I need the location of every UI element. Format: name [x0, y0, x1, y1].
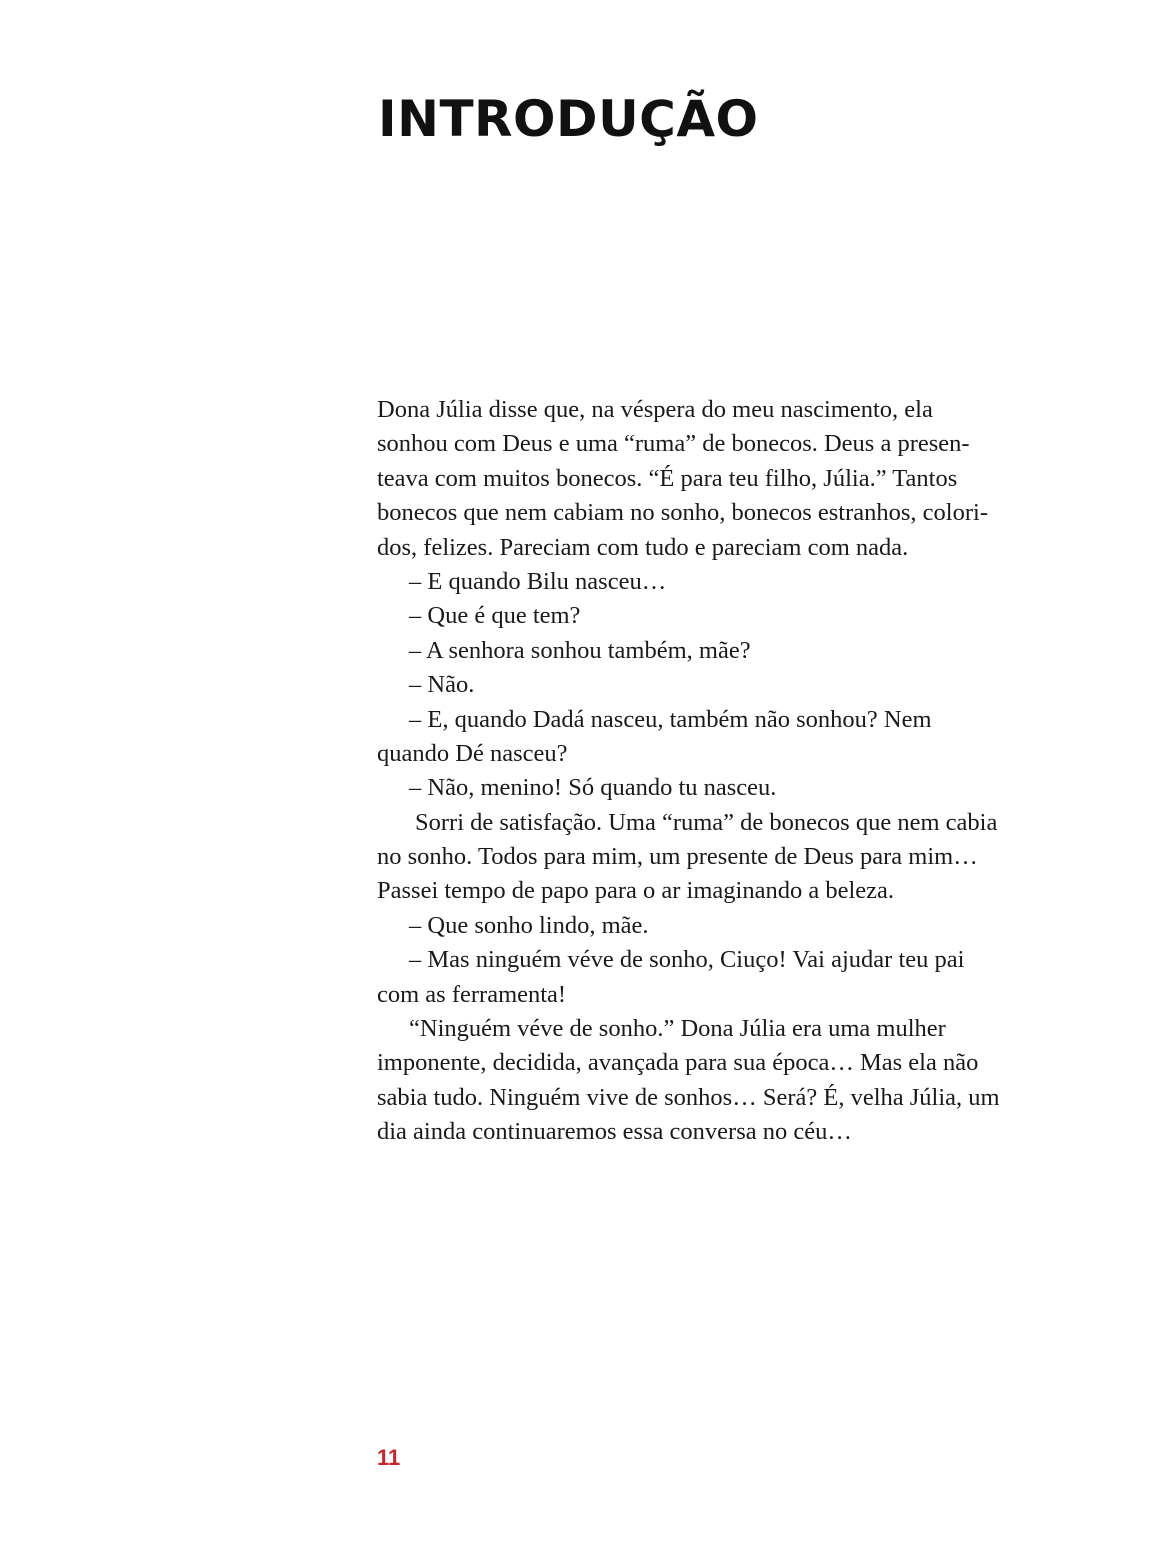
dialogue-line: – Que sonho lindo, mãe. [409, 911, 649, 939]
body-text [377, 393, 1037, 1150]
text-line: sonhou com Deus e uma “ruma” de bonecos. Deus a presen- [377, 430, 970, 458]
text-line: com as ferramenta! [377, 980, 567, 1008]
text-line: dos, felizes. Pareciam com tudo e pareciam com nada. [377, 533, 909, 561]
dialogue-line: – Mas ninguém véve de sonho, Ciuço! Vai ajudar teu pai [409, 946, 965, 974]
text-line: imponente, decidida, avançada para sua época… Mas ela não [377, 1049, 979, 1077]
page-number: 11 [377, 1445, 401, 1470]
dialogue-line: – E, quando Dadá nasceu, também não sonhou? Nem [409, 705, 932, 733]
dialogue-line: – E quando Bilu nasceu… [409, 567, 667, 595]
paragraph-start-line: Sorri de satisfação. Uma “ruma” de bonecos que nem cabia [415, 808, 998, 836]
dialogue-line: – Não. [409, 671, 475, 699]
dialogue-line: – A senhora sonhou também, mãe? [409, 636, 751, 664]
page-title: INTRODUÇÃO [378, 90, 759, 148]
text-line: dia ainda continuaremos essa conversa no céu… [377, 1118, 852, 1146]
dialogue-line: – Que é que tem? [409, 602, 581, 630]
text-line: Dona Júlia disse que, na véspera do meu nascimento, ela [377, 396, 933, 423]
text-line: bonecos que nem cabiam no sonho, bonecos estranhos, colori- [377, 499, 988, 527]
text-line: teava com muitos bonecos. “É para teu filho, Júlia.” Tantos [377, 464, 958, 492]
dialogue-line: – Não, menino! Só quando tu nasceu. [409, 774, 777, 802]
paragraph-start-line: “Ninguém véve de sonho.” Dona Júlia era uma mulher [409, 1015, 946, 1043]
text-line: sabia tudo. Ninguém vive de sonhos… Será? É, velha Júlia, um [377, 1083, 1000, 1111]
text-line: Passei tempo de papo para o ar imaginando a beleza. [377, 877, 895, 905]
text-line: no sonho. Todos para mim, um presente de Deus para mim… [377, 843, 978, 871]
text-line: quando Dé nasceu? [377, 739, 568, 767]
